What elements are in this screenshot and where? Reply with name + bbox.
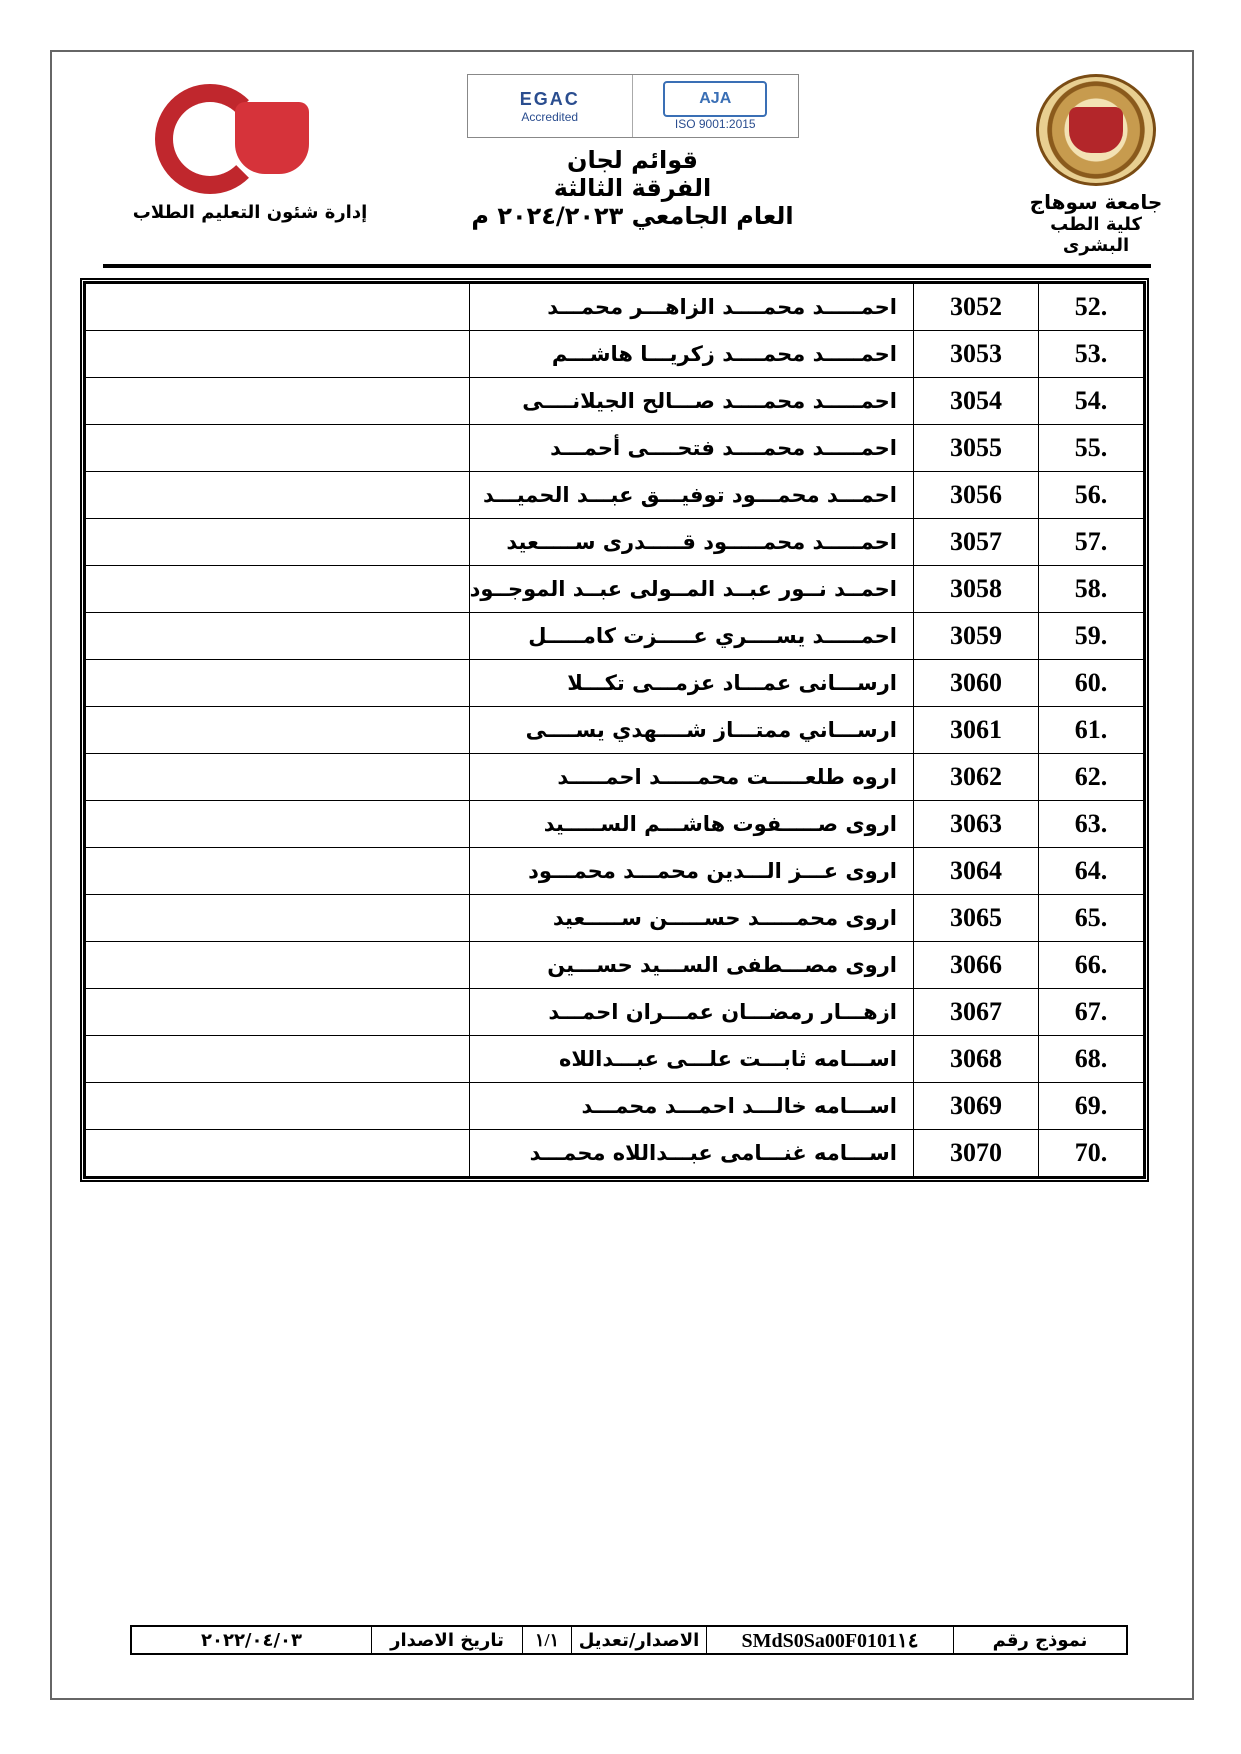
committee-table	[80, 278, 1149, 1182]
row-index: .56	[1039, 472, 1144, 519]
student-name: اروى محمـــــد حســـــن ســـــعيد	[469, 895, 913, 942]
row-index: .54	[1039, 378, 1144, 425]
row-index: .55	[1039, 425, 1144, 472]
table-row	[86, 848, 1144, 895]
logo-figure	[235, 102, 309, 174]
row-index: .66	[1039, 942, 1144, 989]
issue-date-value: ٢٠٢٢/٠٤/٠٣	[200, 1629, 303, 1651]
seat-number: 3058	[914, 566, 1039, 613]
table-row	[86, 566, 1144, 613]
table-row	[86, 613, 1144, 660]
notes-cell	[86, 1036, 470, 1083]
academic-year: العام الجامعي ٢٠٢٤/٢٠٢٣ م	[471, 202, 794, 230]
seat-number: 3062	[914, 754, 1039, 801]
table-row	[86, 519, 1144, 566]
notes-cell	[86, 472, 470, 519]
form-footer	[130, 1625, 1128, 1655]
notes-cell	[86, 613, 470, 660]
student-name: احمـــــد محمــــد فتحــــى أحمـــد	[469, 425, 913, 472]
notes-cell	[86, 331, 470, 378]
notes-cell	[86, 425, 470, 472]
student-name: ارســـانى عمـــاد عزمـــى تكـــلا	[469, 660, 913, 707]
table-row	[86, 425, 1144, 472]
notes-cell	[86, 284, 470, 331]
seat-number: 3053	[914, 331, 1039, 378]
notes-cell	[86, 566, 470, 613]
seat-number: 3063	[914, 801, 1039, 848]
issue-date-label: تاريخ الاصدار	[371, 1627, 522, 1653]
university-seal-logo	[1036, 74, 1156, 186]
table-row	[86, 1083, 1144, 1130]
header-divider	[103, 264, 1151, 268]
version-label: الاصدار/تعديل	[571, 1627, 706, 1653]
row-index: .53	[1039, 331, 1144, 378]
student-name: احمـــــد محمــــد الزاهـــر محمـــد	[469, 284, 913, 331]
university-block	[1021, 74, 1171, 256]
seat-number: 3052	[914, 284, 1039, 331]
row-index: .60	[1039, 660, 1144, 707]
seat-number: 3067	[914, 989, 1039, 1036]
seat-number: 3069	[914, 1083, 1039, 1130]
faculty-logo	[155, 80, 345, 192]
student-name: احمـــــد محمــــد زكريـــا هاشـــم	[469, 331, 913, 378]
notes-cell	[86, 1083, 470, 1130]
student-name: ارســـاني ممتـــاز شــــهدي يســــى	[469, 707, 913, 754]
table-row	[86, 801, 1144, 848]
seat-number: 3054	[914, 378, 1039, 425]
notes-cell	[86, 895, 470, 942]
seat-number: 3055	[914, 425, 1039, 472]
seat-number: 3056	[914, 472, 1039, 519]
seat-number: 3057	[914, 519, 1039, 566]
row-index: .70	[1039, 1130, 1144, 1177]
notes-cell	[86, 519, 470, 566]
table-row	[86, 660, 1144, 707]
page-title: قوائم لجان	[567, 146, 698, 174]
certification-logos	[467, 74, 799, 138]
notes-cell	[86, 378, 470, 425]
student-name: اســـامه خالـــد احمـــد محمـــد	[469, 1083, 913, 1130]
title-block	[440, 74, 825, 230]
version-value: ١/١	[522, 1627, 571, 1653]
seat-number: 3065	[914, 895, 1039, 942]
year-group: الفرقة الثالثة	[553, 174, 712, 202]
student-name: اروى مصـــطفى الســـيد حســـين	[469, 942, 913, 989]
student-name: احمـــد محمـــود توفيـــق عبـــد الحميـــد	[469, 472, 913, 519]
department-name: إدارة شئون التعليم الطلاب	[132, 202, 368, 223]
notes-cell	[86, 1130, 470, 1177]
seal-figure	[1069, 107, 1123, 153]
aja-logo: AJA ISO 9001:2015	[633, 75, 798, 137]
table-row	[86, 472, 1144, 519]
notes-cell	[86, 801, 470, 848]
row-index: .67	[1039, 989, 1144, 1036]
form-number-label: نموذج رقم	[953, 1627, 1126, 1653]
table-row	[86, 942, 1144, 989]
seat-number: 3068	[914, 1036, 1039, 1083]
notes-cell	[86, 942, 470, 989]
table-row	[86, 989, 1144, 1036]
table-row	[86, 284, 1144, 331]
notes-cell	[86, 660, 470, 707]
row-index: .68	[1039, 1036, 1144, 1083]
student-name: احمــد نــور عبــد المــولى عبــد الموجــود	[469, 566, 913, 613]
row-index: .62	[1039, 754, 1144, 801]
table-row	[86, 331, 1144, 378]
faculty-name: كلية الطب البشرى	[1050, 214, 1142, 256]
seat-number: 3064	[914, 848, 1039, 895]
student-name: احمـــــد محمـــــود قـــــدرى ســـــعيد	[469, 519, 913, 566]
student-name: اروى عـــز الـــدين محمـــد محمـــود	[469, 848, 913, 895]
row-index: .57	[1039, 519, 1144, 566]
table-row	[86, 754, 1144, 801]
table-row	[86, 1130, 1144, 1177]
form-code: SMdS0Sa00F0101١٤	[706, 1627, 953, 1653]
student-name: احمـــــد يســــري عـــــزت كامـــــل	[469, 613, 913, 660]
university-name: جامعة سوهاج	[1029, 190, 1163, 214]
notes-cell	[86, 989, 470, 1036]
egac-logo: EGAC Accredited	[468, 75, 634, 137]
row-index: .52	[1039, 284, 1144, 331]
seat-number: 3066	[914, 942, 1039, 989]
row-index: .59	[1039, 613, 1144, 660]
table-row	[86, 378, 1144, 425]
faculty-block	[130, 80, 370, 223]
notes-cell	[86, 707, 470, 754]
seat-number: 3070	[914, 1130, 1039, 1177]
student-name: احمـــــد محمــــد صـــالح الجيلانــــى	[469, 378, 913, 425]
table-body	[86, 284, 1144, 1177]
student-name: اســـامه ثابـــت علـــى عبـــداللاه	[469, 1036, 913, 1083]
notes-cell	[86, 754, 470, 801]
row-index: .65	[1039, 895, 1144, 942]
row-index: .64	[1039, 848, 1144, 895]
row-index: .63	[1039, 801, 1144, 848]
table-row	[86, 895, 1144, 942]
notes-cell	[86, 848, 470, 895]
seat-number: 3059	[914, 613, 1039, 660]
row-index: .58	[1039, 566, 1144, 613]
seat-number: 3060	[914, 660, 1039, 707]
student-name: اروه طلعـــــت محمـــــد احمـــــد	[469, 754, 913, 801]
row-index: .69	[1039, 1083, 1144, 1130]
seat-number: 3061	[914, 707, 1039, 754]
table-row	[86, 1036, 1144, 1083]
table-row	[86, 707, 1144, 754]
student-name: ازهـــار رمضـــان عمـــران احمـــد	[469, 989, 913, 1036]
student-name: اروى صـــــفوت هاشـــم الســـــيد	[469, 801, 913, 848]
row-index: .61	[1039, 707, 1144, 754]
student-name: اســـامه غنـــامى عبـــداللاه محمـــد	[469, 1130, 913, 1177]
